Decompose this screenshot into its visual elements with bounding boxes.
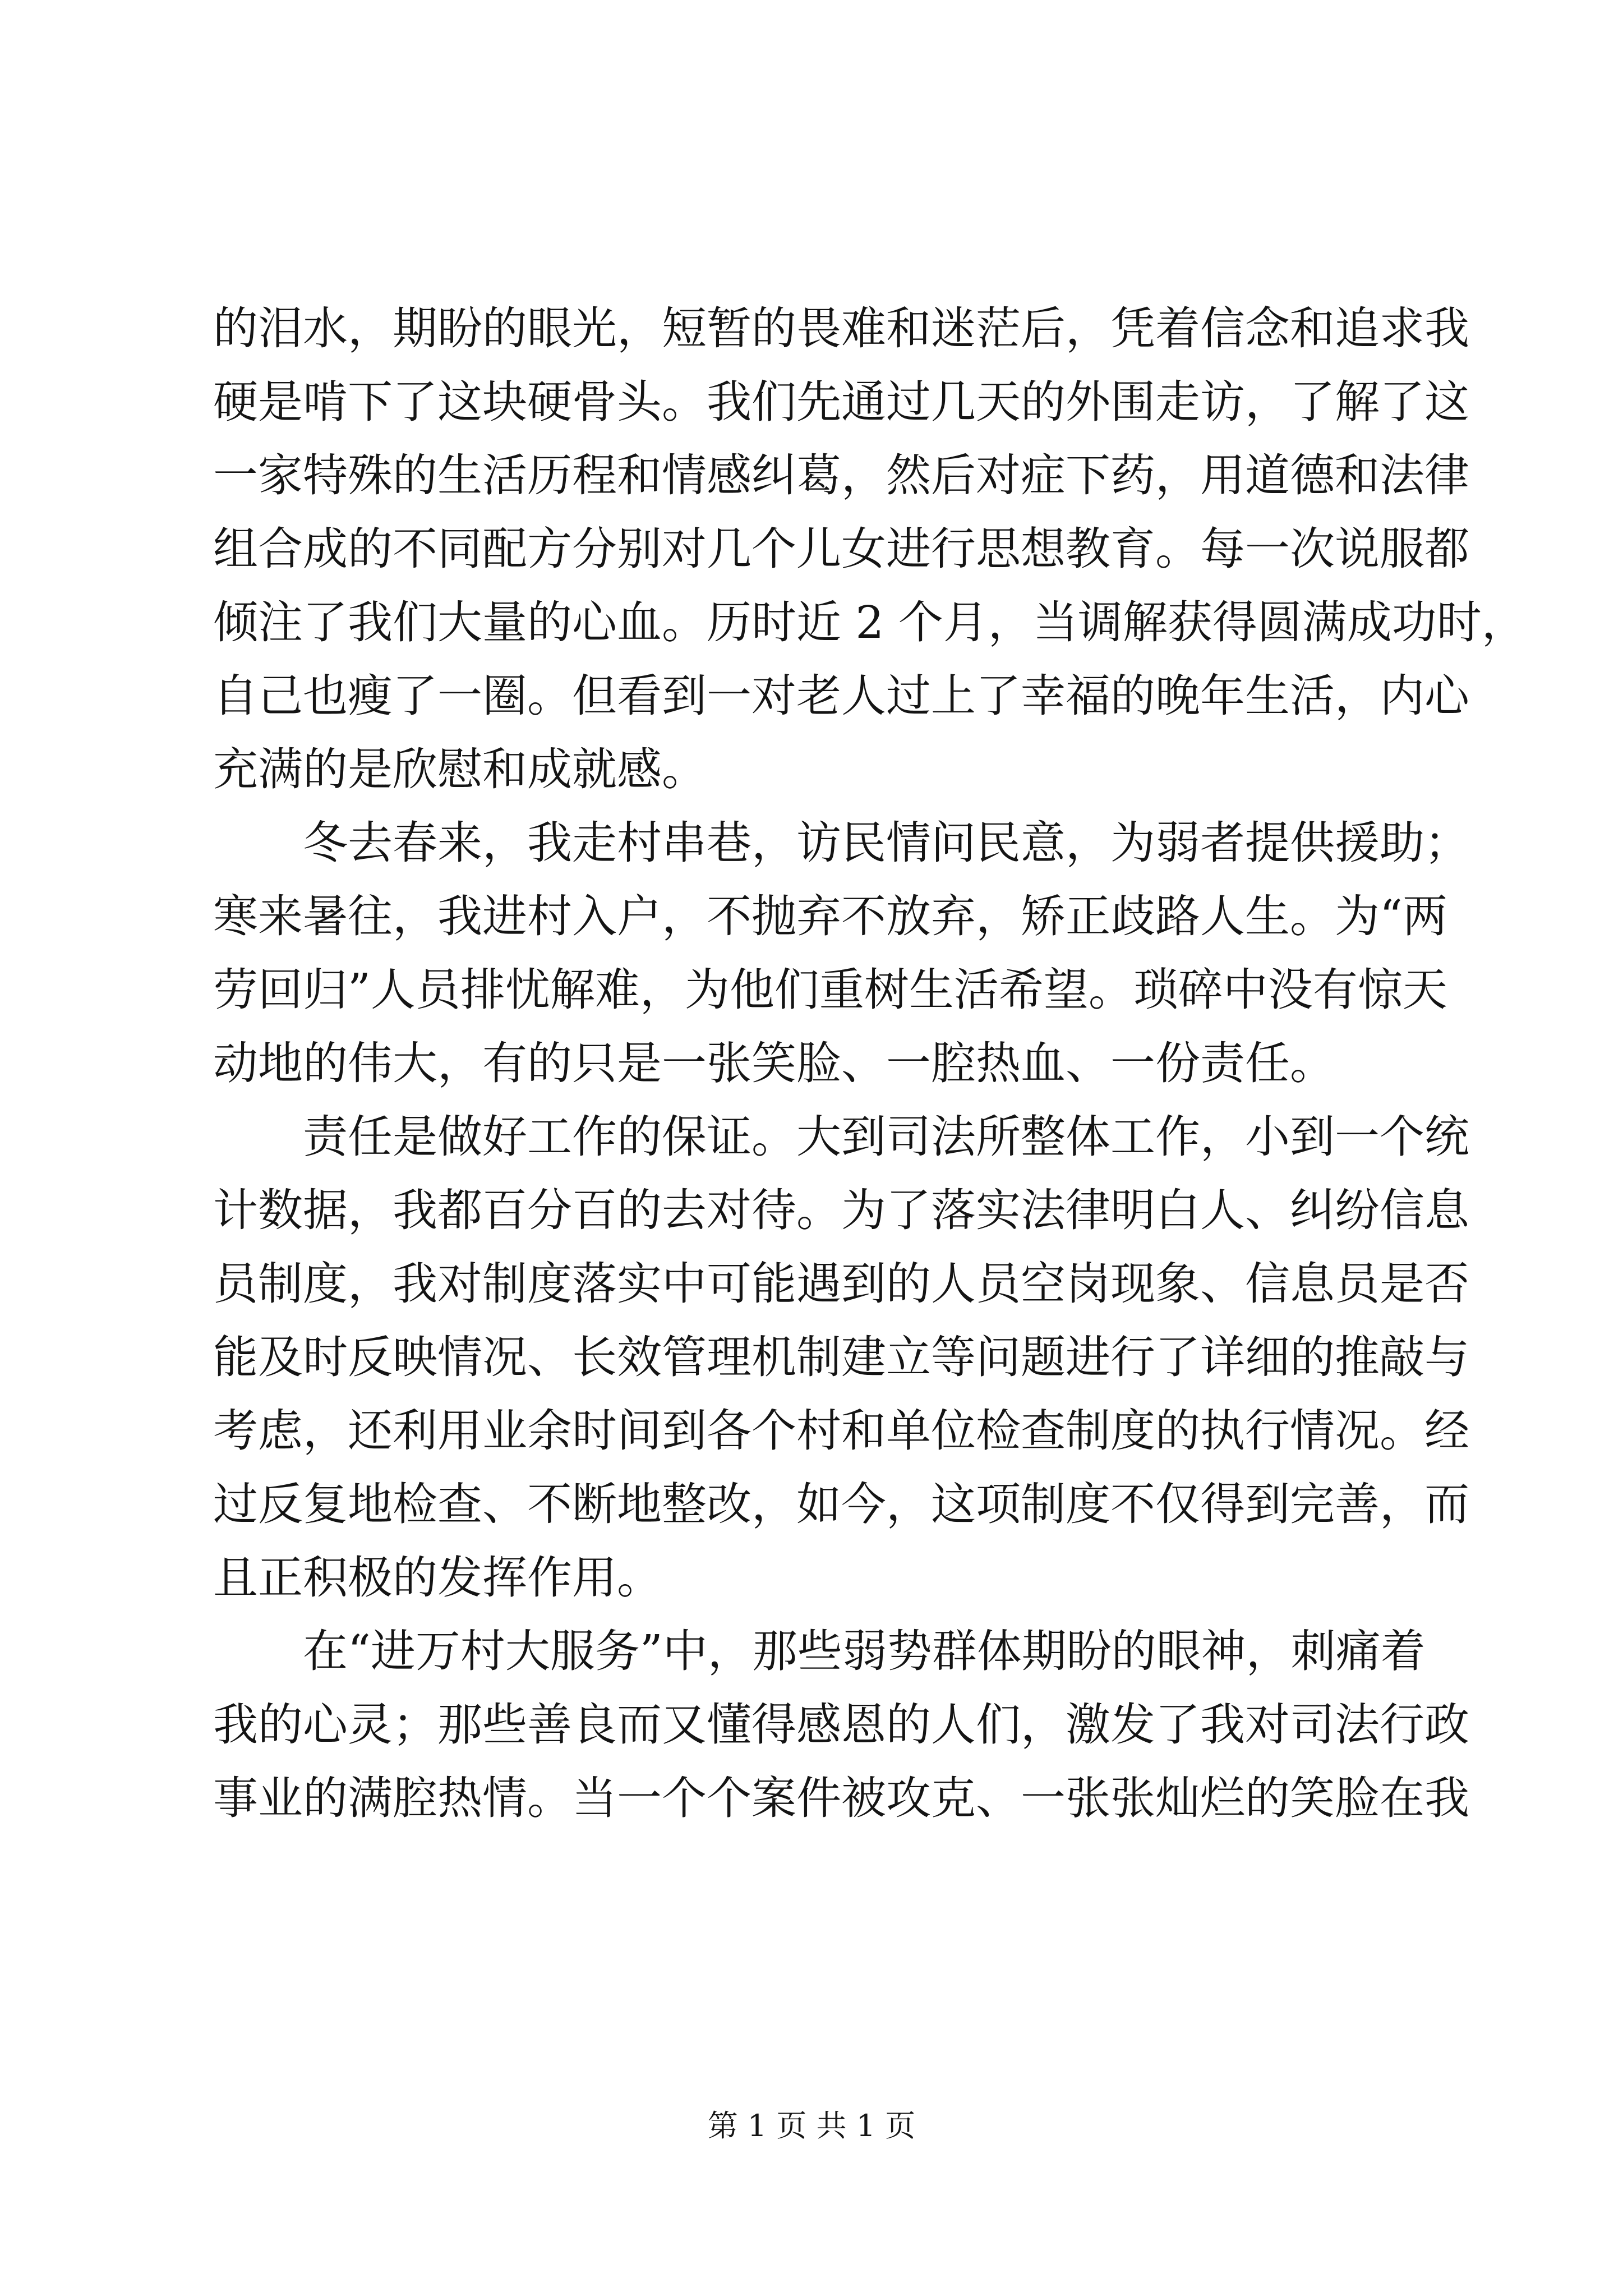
text-line: 过反复地检查、不断地整改，如今，这项制度不仅得到完善，而 [213,1478,1469,1530]
text-line: 倾注了我们大量的心血。历时近 2 个月，当调解获得圆满成功时， [213,596,1527,648]
text-line: 一家特殊的生活历程和情感纠葛，然后对症下药，用道德和法律 [213,449,1469,501]
text-line: 考虑，还利用业余时间到各个村和单位检查制度的执行情况。经 [213,1405,1469,1457]
text-line: 且正积极的发挥作用。 [213,1552,662,1604]
text-line: 组合成的不同配方分别对几个儿女进行思想教育。每一次说服都 [213,523,1469,575]
text-line: 充满的是欣慰和成就感。 [213,743,707,795]
text-line: 的泪水，期盼的眼光，短暂的畏难和迷茫后，凭着信念和追求我 [213,302,1469,355]
text-line: 能及时反映情况、长效管理机制建立等问题进行了详细的推敲与 [213,1331,1469,1383]
text-line: 员制度，我对制度落实中可能遇到的人员空岗现象、信息员是否 [213,1258,1469,1310]
body-text [213,292,1527,1835]
text-line: 动地的伟大，有的只是一张笑脸、一腔热血、一份责任。 [213,1037,1335,1089]
text-line: 寒来暑往，我进村入户，不抛弃不放弃，矫正歧路人生。为“两 [213,890,1447,942]
text-line: 责任是做好工作的保证。大到司法所整体工作，小到一个统 [303,1111,1469,1163]
text-line: 劳回归”人员排忧解难，为他们重树生活希望。琐碎中没有惊天 [213,964,1447,1016]
page-number-footer: 第 1 页 共 1 页 [707,2108,916,2143]
text-line: 在“进万村大服务”中，那些弱势群体期盼的眼神，刺痛着 [303,1625,1426,1677]
text-line: 我的心灵；那些善良而又懂得感恩的人们，激发了我对司法行政 [213,1699,1469,1751]
text-line: 计数据，我都百分百的去对待。为了落实法律明白人、纠纷信息 [213,1184,1469,1236]
text-line: 自己也瘦了一圈。但看到一对老人过上了幸福的晚年生活，内心 [213,670,1469,722]
text-line: 冬去春来，我走村串巷，访民情问民意，为弱者提供援助； [303,817,1469,869]
text-line: 事业的满腔热情。当一个个案件被攻克、一张张灿烂的笑脸在我 [213,1772,1469,1824]
text-line: 硬是啃下了这块硬骨头。我们先通过几天的外围走访，了解了这 [213,376,1469,428]
